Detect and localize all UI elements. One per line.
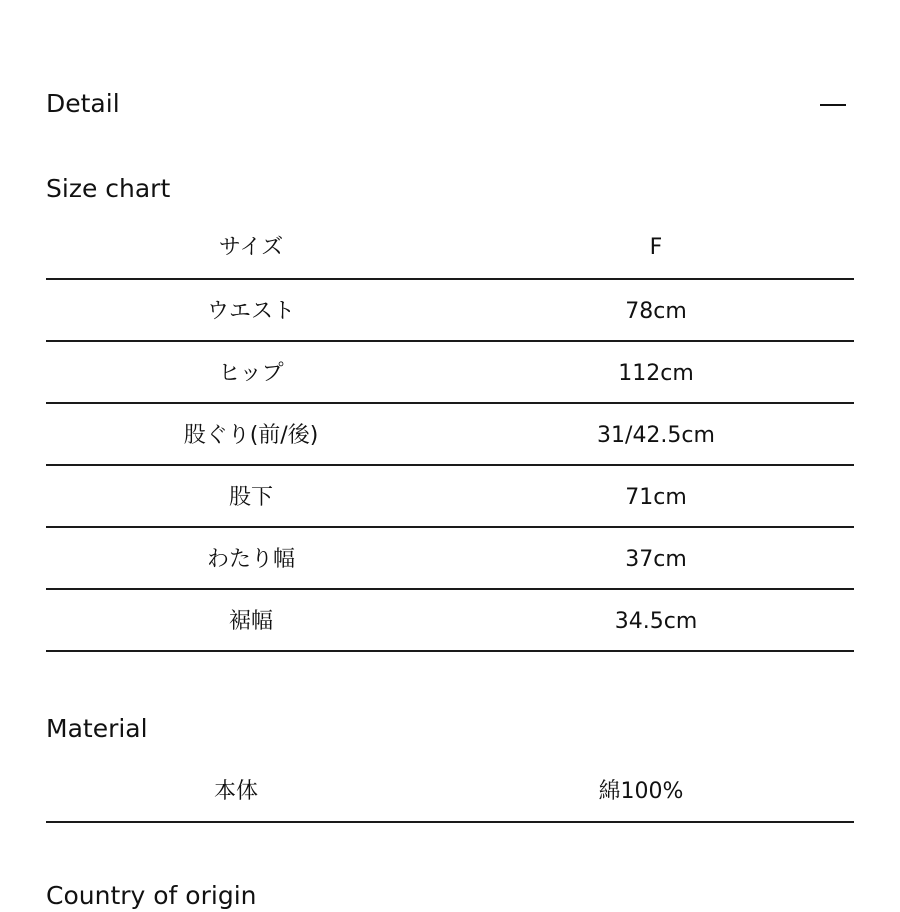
table-header-label: サイズ xyxy=(218,235,284,260)
table-row xyxy=(46,466,854,528)
table-divider xyxy=(46,650,854,652)
material-table xyxy=(46,760,854,823)
country-of-origin-title: Country of origin xyxy=(46,881,257,910)
row-value: 78cm xyxy=(625,299,687,324)
row-label: 股下 xyxy=(228,485,273,510)
row-label: 裾幅 xyxy=(228,609,273,634)
row-label: ウエスト xyxy=(206,299,295,324)
row-label: ヒップ xyxy=(218,361,284,386)
row-value: 112cm xyxy=(618,361,694,386)
table-row xyxy=(46,590,854,652)
table-header-value: F xyxy=(649,235,663,260)
minus-icon xyxy=(820,104,846,106)
detail-title: Detail xyxy=(46,89,120,118)
size-chart-table xyxy=(46,218,854,652)
row-label: わたり幅 xyxy=(206,547,295,572)
row-label: 股ぐり(前/後) xyxy=(183,423,319,448)
size-chart-title: Size chart xyxy=(46,174,171,203)
table-row xyxy=(46,404,854,466)
row-value: 綿100% xyxy=(598,779,684,804)
row-label: 本体 xyxy=(213,779,258,804)
table-row xyxy=(46,342,854,404)
detail-header[interactable] xyxy=(46,88,854,124)
table-row xyxy=(46,760,854,823)
row-value: 37cm xyxy=(625,547,687,572)
row-value: 34.5cm xyxy=(614,609,698,634)
table-row xyxy=(46,528,854,590)
table-header-row xyxy=(46,218,854,280)
material-title: Material xyxy=(46,714,148,743)
table-divider xyxy=(46,821,854,823)
collapse-button[interactable] xyxy=(818,88,850,120)
row-value: 71cm xyxy=(625,485,687,510)
row-value: 31/42.5cm xyxy=(597,423,715,448)
table-row xyxy=(46,280,854,342)
